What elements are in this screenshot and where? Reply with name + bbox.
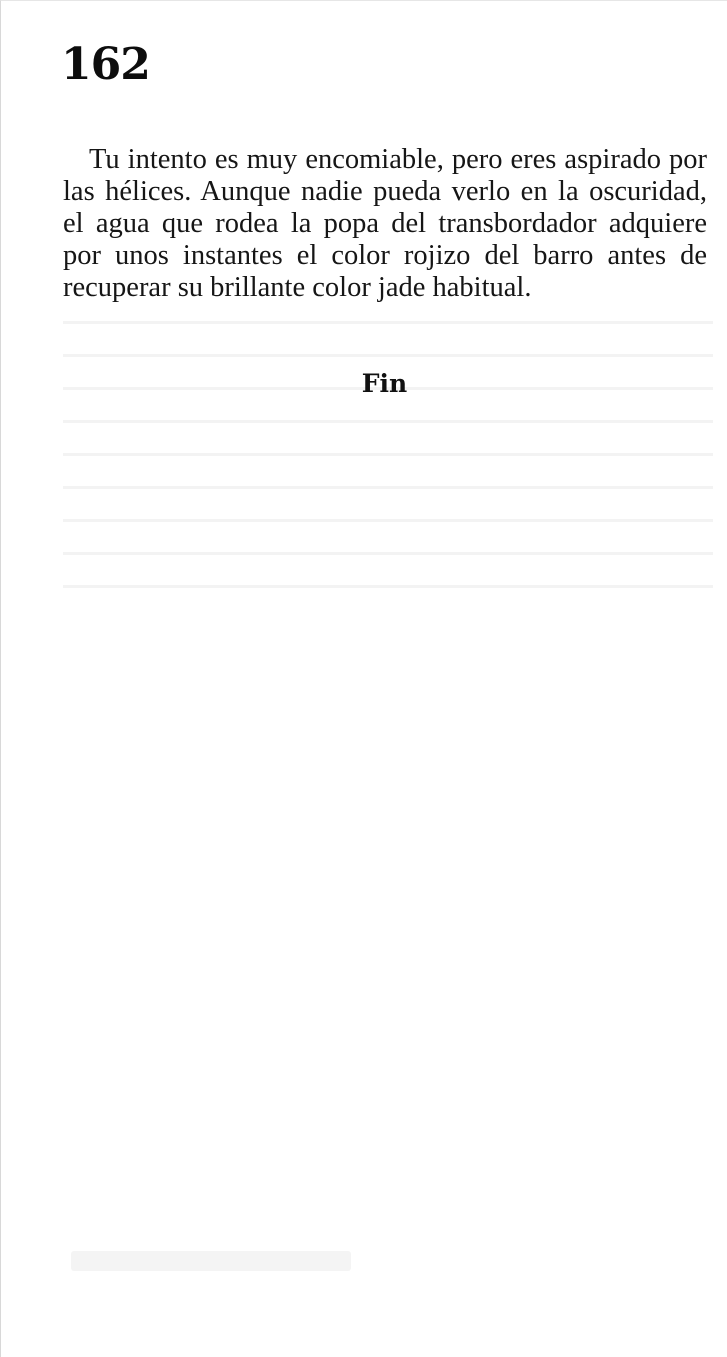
section-paragraph: Tu intento es muy encomiable, pero eres aspirado por las hélices. Aunque nadie pueda verlo en la oscuridad, el agua que rodea la popa del transbordador adquiere por unos instantes el color rojizo del barro antes de recuperar su brillante color jade habitual. [63,144,707,303]
reverse-side-bleed-through [63,301,713,601]
end-label: Fin [361,369,408,398]
reverse-side-bleed-footer [71,1251,351,1271]
section-number: 162 [61,39,150,90]
